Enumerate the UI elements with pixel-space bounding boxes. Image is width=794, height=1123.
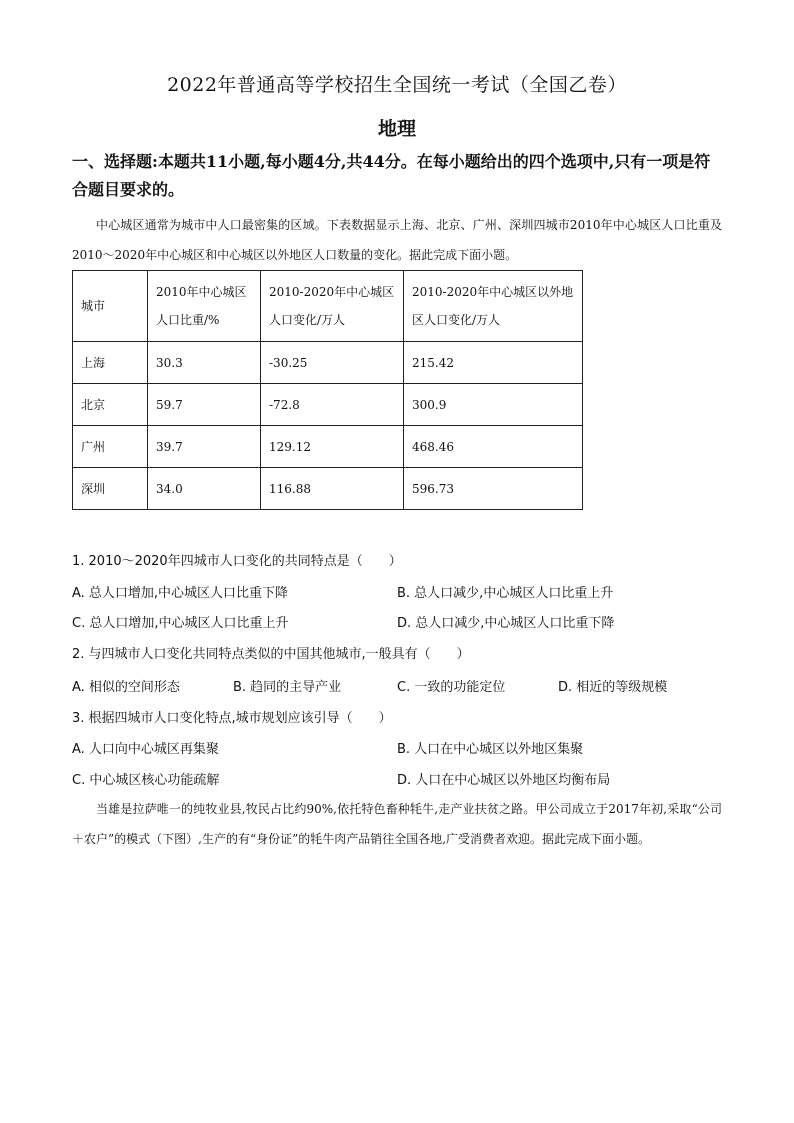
- table-cell: 215.42: [404, 342, 583, 384]
- question-3-option-d[interactable]: D. 人口在中心城区以外地区均衡布局: [397, 773, 611, 788]
- question-3-option-b[interactable]: B. 人口在中心城区以外地区集聚: [397, 742, 584, 757]
- table-cell: 300.9: [404, 384, 583, 426]
- question-2-option-c[interactable]: C. 一致的功能定位: [397, 680, 506, 695]
- question-1-option-a[interactable]: A. 总人口增加,中心城区人口比重下降: [72, 586, 289, 601]
- population-table: [72, 270, 583, 510]
- table-cell: -30.25: [261, 342, 404, 384]
- table-cell: 39.7: [148, 426, 261, 468]
- question-2-option-a[interactable]: A. 相似的空间形态: [72, 680, 180, 695]
- exam-title: 2022年普通高等学校招生全国统一考试（全国乙卷）: [167, 74, 627, 96]
- table-cell: 59.7: [148, 384, 261, 426]
- table-row: [73, 426, 583, 468]
- passage-urban-population: 中心城区通常为城市中人口最密集的区域。下表数据显示上海、北京、广州、深圳四城市2010年中心城区人口比重及2010～2020年中心城区和中心城区以外地区人口数量的变化。据此完成下面小题。: [72, 218, 722, 262]
- table-header-cell: 2010-2020年中心城区以外地区人口变化/万人: [404, 271, 583, 342]
- table-row: [73, 384, 583, 426]
- table-cell: 广州: [73, 426, 148, 468]
- subject-title: 地理: [377, 118, 416, 140]
- question-1-option-b[interactable]: B. 总人口减少,中心城区人口比重上升: [397, 586, 614, 601]
- table-cell: 116.88: [261, 468, 404, 510]
- question-1-stem: 1. 2010～2020年四城市人口变化的共同特点是（ ）: [72, 554, 402, 569]
- table-header-row: [73, 271, 583, 342]
- table-row: [73, 342, 583, 384]
- question-1-option-c[interactable]: C. 总人口增加,中心城区人口比重上升: [72, 616, 289, 631]
- table-header-cell: 城市: [73, 271, 148, 342]
- table-header-cell: 2010年中心城区人口比重/%: [148, 271, 261, 342]
- table-cell: 北京: [73, 384, 148, 426]
- question-3-stem: 3. 根据四城市人口变化特点,城市规划应该引导（ ）: [72, 711, 392, 726]
- table-cell: 596.73: [404, 468, 583, 510]
- table-header-cell: 2010-2020年中心城区人口变化/万人: [261, 271, 404, 342]
- table-cell: 34.0: [148, 468, 261, 510]
- table-cell: 深圳: [73, 468, 148, 510]
- table-cell: -72.8: [261, 384, 404, 426]
- question-3-option-c[interactable]: C. 中心城区核心功能疏解: [72, 773, 220, 788]
- question-2-option-b[interactable]: B. 趋同的主导产业: [233, 680, 342, 695]
- table-cell: 468.46: [404, 426, 583, 468]
- section-instructions: 一、选择题:本题共11小题,每小题4分,共44分。在每小题给出的四个选项中,只有一项是符合题目要求的。: [72, 152, 711, 199]
- table-cell: 上海: [73, 342, 148, 384]
- table-row: [73, 468, 583, 510]
- passage-yak-industry: 当雄是拉萨唯一的纯牧业县,牧民占比约90%,依托特色畜种牦牛,走产业扶贫之路。甲公司成立于2017年初,采取“公司＋农户”的模式（下图）,生产的有“身份证”的牦牛肉产品销往全国各地,广受消费者欢迎。据此完成下面小题。: [72, 802, 722, 846]
- table-cell: 129.12: [261, 426, 404, 468]
- question-2-option-d[interactable]: D. 相近的等级规模: [558, 680, 668, 695]
- table-cell: 30.3: [148, 342, 261, 384]
- question-2-stem: 2. 与四城市人口变化共同特点类似的中国其他城市,一般具有（ ）: [72, 647, 470, 662]
- question-3-option-a[interactable]: A. 人口向中心城区再集聚: [72, 742, 219, 757]
- question-1-option-d[interactable]: D. 总人口减少,中心城区人口比重下降: [397, 616, 615, 631]
